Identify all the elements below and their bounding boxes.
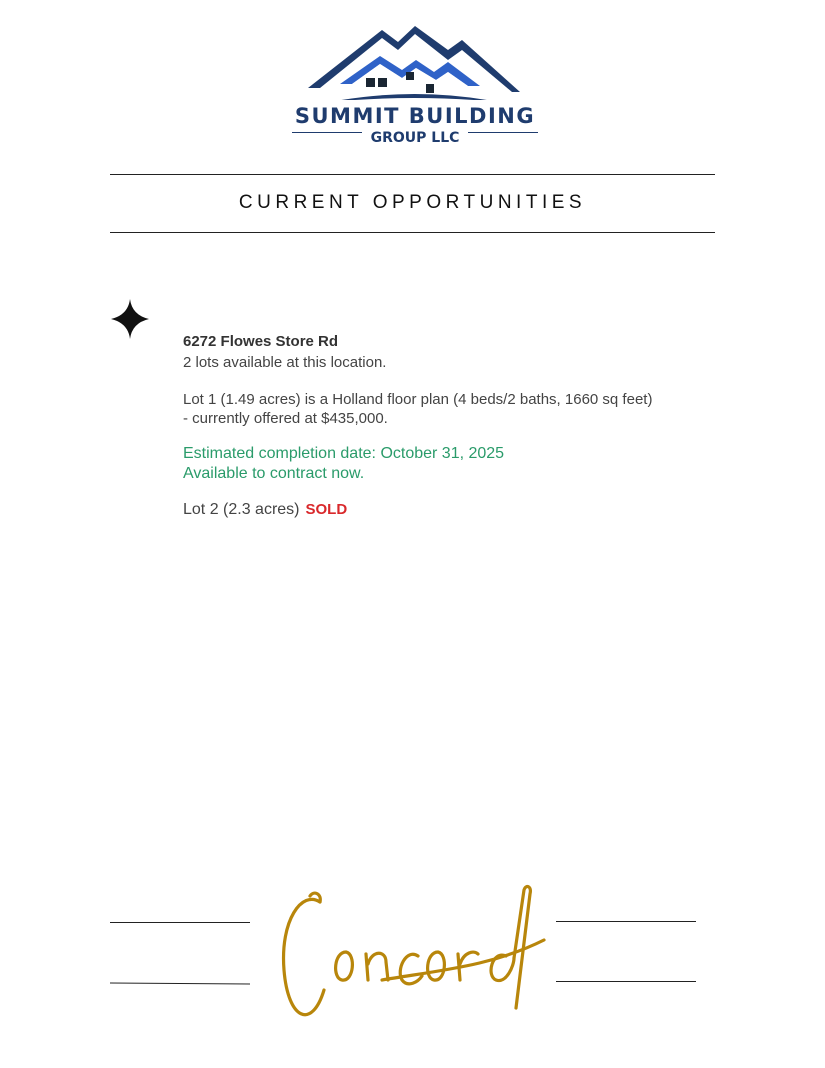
logo-rule-left [292, 132, 362, 133]
availability-note: Available to contract now. [183, 465, 365, 482]
footer-line-right-bottom [556, 981, 696, 982]
four-point-star-icon [111, 299, 149, 339]
title-rule-bottom [110, 232, 715, 233]
lot2-label: Lot 2 (2.3 acres) [183, 501, 300, 518]
city-name [262, 880, 562, 1030]
listing-address: 6272 Flowes Store Rd [183, 333, 339, 350]
page-title: CURRENT OPPORTUNITIES [238, 192, 587, 213]
lots-available: 2 lots available at this location. [183, 354, 387, 371]
footer-line-left-top [110, 922, 250, 923]
listing [183, 332, 653, 519]
logo-line2: GROUP LLC [370, 130, 460, 146]
sold-badge: SOLD [305, 501, 348, 518]
footer-line-right-top [556, 921, 696, 922]
completion-date: Estimated completion date: October 31, 2025 [183, 445, 505, 462]
lot2-row [183, 500, 653, 519]
title-rule-top [110, 174, 715, 175]
company-logo [280, 20, 550, 155]
logo-line1: SUMMIT BUILDING [294, 104, 536, 128]
mountain-house-icon [280, 20, 550, 100]
footer-line-left-bottom [110, 983, 250, 985]
logo-rule-right [468, 132, 538, 133]
lot1-description: Lot 1 (1.49 acres) is a Holland floor plan (4 beds/2 baths, 1660 sq feet) - currently offered at $435,000. [183, 391, 653, 427]
